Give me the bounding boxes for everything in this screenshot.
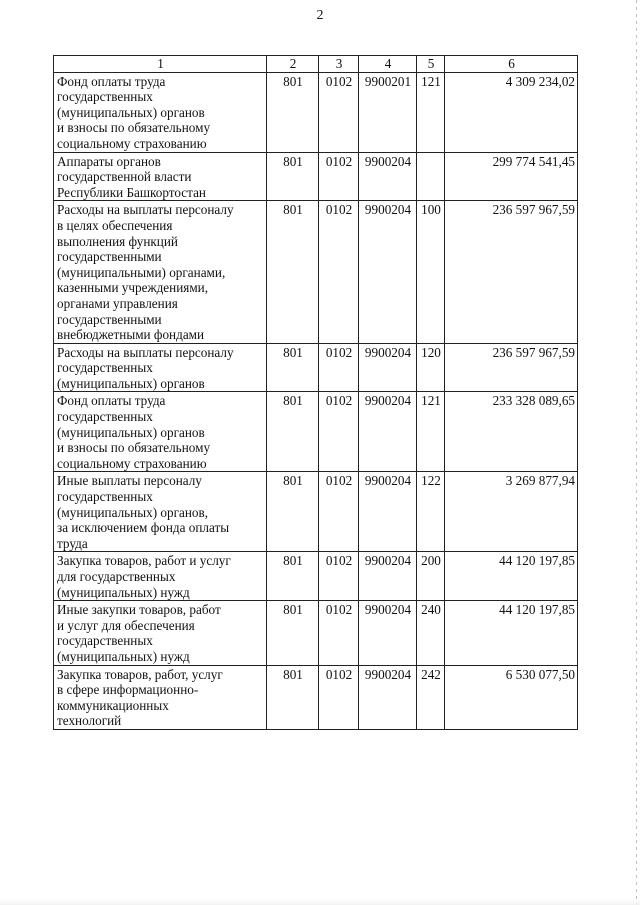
- table-row: [54, 343, 578, 392]
- header-col-4: 4: [359, 56, 417, 73]
- row-name-line: Расходы на выплаты персоналу: [57, 202, 234, 218]
- row-section-code: 0102: [319, 665, 359, 729]
- row-expense-type-code: 120: [417, 343, 445, 392]
- row-expense-type-code: 240: [417, 601, 445, 665]
- row-section-code: 0102: [319, 343, 359, 392]
- table-row: [54, 201, 578, 343]
- row-name-line: и взносы по обязательному: [57, 440, 211, 456]
- row-admin-code: 801: [267, 392, 319, 472]
- table-row: [54, 665, 578, 729]
- row-section-code: 0102: [319, 392, 359, 472]
- row-name-line: Закупка товаров, работ, услуг: [57, 666, 223, 682]
- row-name-line: (муниципальных) нужд: [57, 648, 190, 664]
- row-expense-type-code: 122: [417, 472, 445, 552]
- row-amount: 3 269 877,94: [445, 472, 578, 552]
- row-name-line: в сфере информационно-: [57, 682, 199, 698]
- table-row: [54, 72, 578, 152]
- row-name-line: и услуг для обеспечения: [57, 617, 195, 633]
- row-name-line: и взносы по обязательному: [57, 120, 211, 136]
- budget-table-body: [54, 56, 578, 730]
- table-header-row: [54, 56, 578, 73]
- row-name-line: для государственных: [57, 569, 176, 584]
- row-amount: 4 309 234,02: [445, 72, 578, 152]
- row-target-code: 9900201: [359, 72, 417, 152]
- row-target-code: 9900204: [359, 343, 417, 392]
- row-amount: 236 597 967,59: [445, 343, 578, 392]
- page-number: 2: [316, 8, 324, 23]
- row-section-code: 0102: [319, 472, 359, 552]
- row-name-line: (муниципальными) органами,: [57, 264, 226, 280]
- row-name-line: за исключением фонда оплаты: [57, 520, 230, 536]
- row-name-line: (муниципальных) органов: [57, 375, 205, 391]
- row-name-cell: [54, 72, 267, 152]
- row-admin-code: 801: [267, 72, 319, 152]
- row-admin-code: 801: [267, 343, 319, 392]
- row-expense-type-code: 121: [417, 72, 445, 152]
- row-name-line: органами управления: [57, 295, 178, 311]
- row-name-line: Фонд оплаты труда: [57, 393, 166, 409]
- row-target-code: 9900204: [359, 392, 417, 472]
- row-name-line: Аппараты органов: [57, 153, 161, 169]
- row-name-line: Закупка товаров, работ и услуг: [57, 553, 231, 569]
- row-name-line: в целях обеспечения: [57, 217, 173, 233]
- row-name-line: (муниципальных) органов: [57, 424, 205, 440]
- row-name-line: Расходы на выплаты персоналу: [57, 344, 234, 360]
- header-col-5: 5: [417, 56, 445, 73]
- row-name-cell: [54, 152, 267, 201]
- row-name-line: Республики Башкортостан: [57, 184, 206, 200]
- row-name-cell: [54, 392, 267, 472]
- row-admin-code: 801: [267, 152, 319, 201]
- row-name-cell: [54, 601, 267, 665]
- budget-table: [53, 55, 578, 730]
- row-admin-code: 801: [267, 552, 319, 601]
- row-amount: 233 328 089,65: [445, 392, 578, 472]
- row-section-code: 0102: [319, 601, 359, 665]
- row-name-line: (муниципальных) органов: [57, 104, 205, 120]
- row-name-line: государственных: [57, 89, 153, 105]
- row-target-code: 9900204: [359, 665, 417, 729]
- header-col-2: 2: [267, 56, 319, 73]
- row-target-code: 9900204: [359, 152, 417, 201]
- row-expense-type-code: 242: [417, 665, 445, 729]
- row-name-line: технологий: [57, 713, 122, 729]
- row-name-cell: [54, 201, 267, 343]
- row-expense-type-code: 121: [417, 392, 445, 472]
- row-name-line: государственной власти: [57, 169, 192, 185]
- row-name-line: государственными: [57, 311, 162, 327]
- row-admin-code: 801: [267, 472, 319, 552]
- row-amount: 44 120 197,85: [445, 552, 578, 601]
- row-target-code: 9900204: [359, 472, 417, 552]
- row-name-line: внебюджетными фондами: [57, 327, 205, 343]
- row-amount: 299 774 541,45: [445, 152, 578, 201]
- row-target-code: 9900204: [359, 601, 417, 665]
- row-name-line: социальному страхованию: [57, 135, 207, 151]
- table-row: [54, 601, 578, 665]
- row-name-line: государственных: [57, 409, 153, 425]
- row-name-line: государственных: [57, 360, 153, 376]
- row-name-line: труда: [57, 535, 88, 551]
- row-amount: 6 530 077,50: [445, 665, 578, 729]
- table-row: [54, 392, 578, 472]
- row-name-line: Фонд оплаты труда: [57, 73, 166, 89]
- header-col-1: 1: [54, 56, 267, 73]
- row-name-line: коммуникационных: [57, 697, 169, 713]
- row-admin-code: 801: [267, 201, 319, 343]
- row-name-cell: [54, 472, 267, 552]
- row-name-line: (муниципальных) нужд: [57, 584, 190, 600]
- table-row: [54, 552, 578, 601]
- header-col-3: 3: [319, 56, 359, 73]
- row-name-cell: [54, 665, 267, 729]
- row-section-code: 0102: [319, 201, 359, 343]
- row-amount: 236 597 967,59: [445, 201, 578, 343]
- scan-edge-artifact: [636, 0, 637, 905]
- row-name-line: выполнения функций: [57, 233, 178, 249]
- row-expense-type-code: 200: [417, 552, 445, 601]
- row-name-line: государственными: [57, 249, 162, 265]
- row-amount: 44 120 197,85: [445, 601, 578, 665]
- row-name-cell: [54, 343, 267, 392]
- row-section-code: 0102: [319, 152, 359, 201]
- row-name-line: социальному страхованию: [57, 455, 207, 471]
- header-col-6: 6: [445, 56, 578, 73]
- row-section-code: 0102: [319, 552, 359, 601]
- row-name-line: казенными учреждениями,: [57, 280, 209, 296]
- row-name-line: Иные закупки товаров, работ: [57, 602, 221, 618]
- row-name-line: (муниципальных) органов,: [57, 504, 209, 520]
- row-name-line: государственных: [57, 489, 153, 505]
- row-expense-type-code: [417, 152, 445, 201]
- scan-bottom-shade: [0, 899, 640, 905]
- row-name-line: Иные выплаты персоналу: [57, 473, 202, 489]
- row-target-code: 9900204: [359, 552, 417, 601]
- table-row: [54, 152, 578, 201]
- row-target-code: 9900204: [359, 201, 417, 343]
- row-expense-type-code: 100: [417, 201, 445, 343]
- table-row: [54, 472, 578, 552]
- row-admin-code: 801: [267, 665, 319, 729]
- row-name-cell: [54, 552, 267, 601]
- row-name-line: государственных: [57, 633, 153, 649]
- row-admin-code: 801: [267, 601, 319, 665]
- row-section-code: 0102: [319, 72, 359, 152]
